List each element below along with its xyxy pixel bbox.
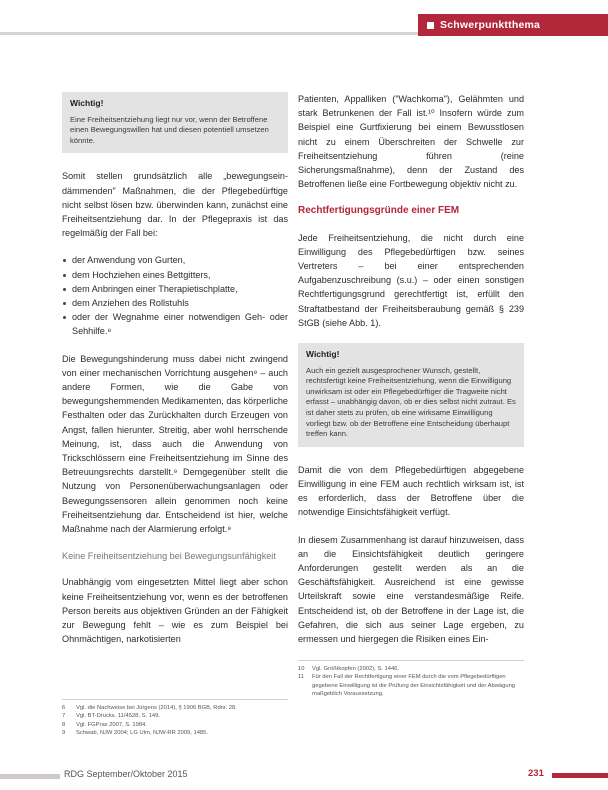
list-item: dem Anziehen des Rollstuhls [62, 296, 288, 310]
header-rule [0, 32, 418, 35]
footnote: 9 Schwab, NJW 2004; LG Ulm, NJW-RR 2009, 1485. [62, 730, 208, 737]
section-label: Schwerpunktthema [440, 19, 541, 31]
square-bullet-icon [427, 22, 434, 29]
footnote: 6 Vgl. die Nachweise bei Jürgens (2014), § 1906 BGB, Rdnr. 28. [62, 705, 237, 711]
footer-rule [0, 774, 60, 779]
journal-name: RDG September/Oktober 2015 [64, 769, 188, 779]
page-footer [0, 760, 608, 790]
bullet-list [62, 253, 288, 338]
footnote: 10 Vgl. Größtkopfen (2002), S. 1446. [298, 666, 400, 672]
section-heading: Rechtfertigungsgründe einer FEM [298, 205, 460, 217]
footer-accent-rule [552, 773, 608, 778]
box-text: Eine Freiheitsentziehung liegt nur vor, wenn der Betroffene einen Bewegungswillen hat und diesen potentiell umsetzen könnte. [70, 114, 269, 145]
paragraph: Unabhängig vom eingesetzten Mittel liegt aber schon keine Freiheitsentziehung vor, wenn es der betroffenen Person bereits aus objektiven Gründen an der Fähigkeit zur Bewegung fehlt – wie es zum Beispiel bei Ohnmächtigen, narkotisierten [62, 577, 288, 645]
important-box [62, 92, 288, 153]
subheading: Keine Freiheitsentziehung bei Bewegungsunfähigkeit [62, 551, 276, 562]
footnotes-right [298, 660, 524, 699]
footnotes-left [62, 699, 288, 738]
footnote: 7 Vgl. BT-Drucks. 11/4528, S. 149. [62, 713, 160, 720]
footnote: 8 Vgl. FGPrax 2007, S. 1984. [62, 721, 147, 728]
list-item: oder der Wegnahme einer notwendigen Geh- oder Sehhilfe.⁸ [62, 310, 288, 338]
paragraph: Somit stellen grundsätzlich alle „bewegungseindämmenden" Maßnahmen, die der Pflegebedürftige nicht selbst lösen bzw. überwinden kann, zunächst eine Freiheitsentziehung dar. In der Pflegepraxis ist das regelmäßig der Fall bei: [62, 171, 288, 239]
page-number: 231 [528, 768, 544, 779]
left-column [62, 92, 288, 659]
list-item: der Anwendung von Gurten, [62, 253, 288, 267]
important-box [298, 343, 524, 447]
list-item: dem Anbringen einer Therapietischplatte, [62, 282, 288, 296]
list-item: dem Hochziehen eines Bettgitters, [62, 268, 288, 282]
paragraph: Patienten, Appalliken ("Wachkoma"), Gelähmten und stark Betrunkenen der Fall ist.¹⁰ Insofern würde zum Beispiel eine Gurtfixierung bei einem Bewusstlosen nicht zu einem Überschreiten der Schwelle zur Freiheitsentziehung führen (reine Sicherungsmaßnahme), denn der Zustand des Betroffenen ließe eine Fortbewegung objektiv nicht zu. [298, 94, 524, 190]
paragraph: In diesem Zusammenhang ist darauf hinzuweisen, dass an die Einsichtsfähigkeit deutlich geringere Anforderungen gestellt werden als an die Geschäftsfähigkeit. Ausreichend ist eine gewisse Urteilskraft sowie eine verstandesmäßige Reife. Entscheidend ist, ob der Betroffene in der Lage ist, die Gefahren, die sich aus seiner Lage ergeben, zu ermessen und hiergegen die Risiken eines Ein- [298, 534, 524, 645]
box-text: Auch ein gezielt ausgesprochener Wunsch, gestellt, rechtsfertigt keine Freiheitsentziehung, wenn die Einwilligung unwirksam ist oder ein Pflegebedürftiger die Tragweite nicht erfasst – unabhängig davon, ob er dies selbst nicht zutraut. Es ist daher stets zu prüfen, ob eine wirksame Einwilligung vorliegt bzw. ob der Betroffene eine Entscheidung überhaupt treffen kann. [306, 365, 516, 439]
section-badge [418, 14, 608, 36]
top-bar [0, 0, 608, 36]
footnote: 11 Für den Fall der Rechtfertigung einer FEM durch die vom Pflegebedürftigen gegebene Einwilligung ist die Prüfung der Einsichtsfähigkeit und der Abwägung maßgeblich Voraussetzung. [298, 674, 516, 698]
paragraph: Jede Freiheitsentziehung, die nicht durch eine Einwilligung des Pflegebedürftigen bzw. seines Vertreters – bei einer entsprechenden Aufgabenzuschreibung (s.u.) – oder einen sonstigen Rechtfertigungsgrund gerechtfertigt ist, erfüllt den Straftatbestand der Freiheitsberaubung gemäß § 239 StGB (siehe Abb. 1). [298, 232, 524, 328]
paragraph: Damit die von dem Pflegebedürftigen abgegebene Einwilligung in eine FEM auch rechtlich wirksam ist, ist es erforderlich, dass der Betroffene über die notwendige Einsichtsfähigkeit verfügt. [298, 464, 524, 518]
box-title: Wichtig! [70, 98, 104, 108]
right-column [298, 92, 524, 659]
paragraph: Die Bewegungshinderung muss dabei nicht zwingend von einer mechanischen Vorrichtung ausgehen⁹ – auch andere Formen, wie die Gabe von bewegungshemmenden Medikamenten, das körperliche Festhalten oder das Zurückhalten durch Erzeugen von Angst, fallen hierunter. Streitig, aber wohl herrschende Meinung, ist, dass auch die Anwendung von Trickschlössern eine Freiheitsentziehung im Sinne des Betreuungsrechts darstellt.⁹ Demgegenüber stellt die Nutzung von Personenüberwachungsanlagen oder Bewegungssensoren allein genommen noch keine Freiheitsentziehung dar. Entscheidend ist hier, welche Maßnahme nach der Alarmierung erfolgt.⁹ [62, 353, 288, 535]
box-title: Wichtig! [306, 349, 340, 360]
